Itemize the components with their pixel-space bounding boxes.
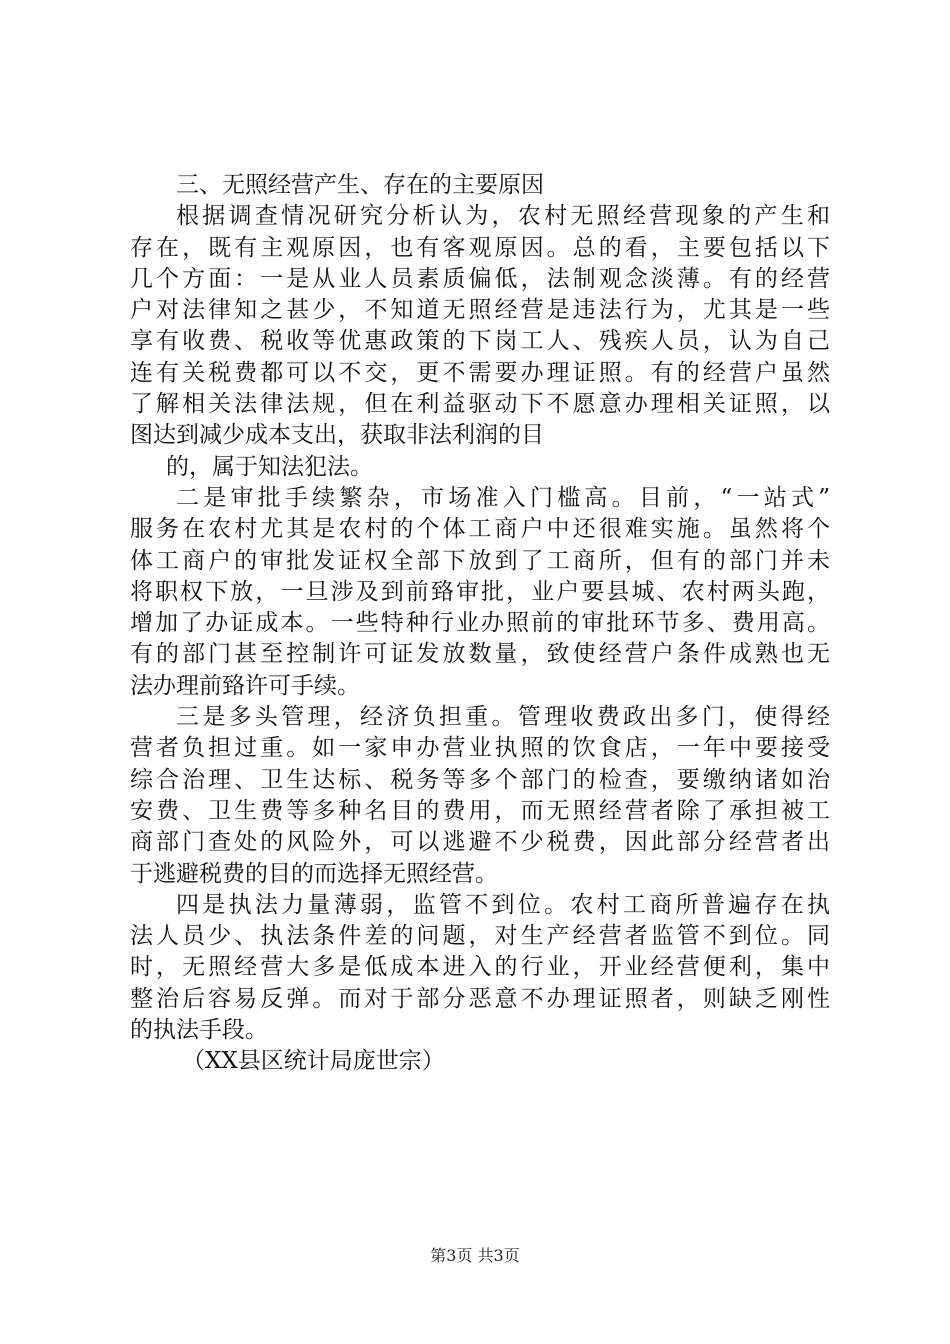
paragraph-line: 的执法手段。: [130, 1017, 268, 1044]
paragraph-line: 于逃避税费的目的而选择无照经营。: [130, 860, 498, 887]
paragraph-line: 的，属于知法犯法。: [166, 453, 373, 480]
paragraph-line: 存在，既有主观原因，也有客观原因。总的看，主要包括以下: [130, 234, 830, 261]
page-number-footer: 第3页 共3页: [430, 1246, 520, 1265]
paragraph-line: 体工商户的审批发证权全部下放到了工商所，但有的部门并未: [130, 547, 830, 574]
paragraph-line: 服务在农村尤其是农村的个体工商户中还很难实施。虽然将个: [130, 516, 830, 543]
paragraph-line: 三是多头管理，经济负担重。管理收费政出多门，使得经: [176, 704, 830, 731]
paragraph-line: 法办理前臵许可手续。: [130, 672, 360, 699]
author-signature: （XX县区统计局庞世宗）: [182, 1048, 445, 1075]
paragraph-line: 四是执法力量薄弱，监管不到位。农村工商所普遍存在执: [176, 891, 830, 918]
paragraph-line: 整治后容易反弹。而对于部分恶意不办理证照者，则缺乏刚性: [130, 985, 830, 1012]
paragraph-line: 增加了办证成本。一些特种行业办照前的审批环节多、费用高。: [130, 610, 830, 637]
paragraph-line: 商部门查处的风险外，可以逃避不少税费，因此部分经营者出: [130, 829, 830, 856]
paragraph-line: 将职权下放，一旦涉及到前臵审批，业户要县城、农村两头跑，: [130, 578, 830, 605]
paragraph-line: 几个方面：一是从业人员素质偏低，法制观念淡薄。有的经营: [130, 265, 830, 292]
section-heading: 三、无照经营产生、存在的主要原因: [176, 172, 544, 198]
paragraph-line: 图达到减少成本支出，获取非法利润的目: [130, 422, 544, 449]
paragraph-line: 时，无照经营大多是低成本进入的行业，开业经营便利，集中: [130, 954, 830, 981]
paragraph-line: 安费、卫生费等多种名目的费用，而无照经营者除了承担被工: [130, 797, 830, 824]
paragraph-line: 有的部门甚至控制许可证发放数量，致使经营户条件成熟也无: [130, 641, 830, 668]
paragraph-line: 户对法律知之甚少，不知道无照经营是违法行为，尤其是一些: [130, 297, 830, 324]
paragraph-line: 综合治理、卫生达标、税务等多个部门的检查，要缴纳诸如治: [130, 766, 830, 793]
paragraph-line: 二是审批手续繁杂，市场准入门槛高。目前，“一站式”: [176, 484, 830, 511]
paragraph-line: 营者负担过重。如一家申办营业执照的饮食店，一年中要接受: [130, 735, 830, 762]
paragraph-line: 了解相关法律法规，但在利益驱动下不愿意办理相关证照，以: [130, 391, 830, 418]
paragraph-line: 根据调查情况研究分析认为，农村无照经营现象的产生和: [176, 203, 830, 230]
document-body: [130, 170, 830, 1078]
paragraph-line: 连有关税费都可以不交，更不需要办理证照。有的经营户虽然: [130, 359, 830, 386]
paragraph-line: 法人员少、执法条件差的问题，对生产经营者监管不到位。同: [130, 923, 830, 950]
paragraph-line: 享有收费、税收等优惠政策的下岗工人、残疾人员，认为自己: [130, 328, 830, 355]
